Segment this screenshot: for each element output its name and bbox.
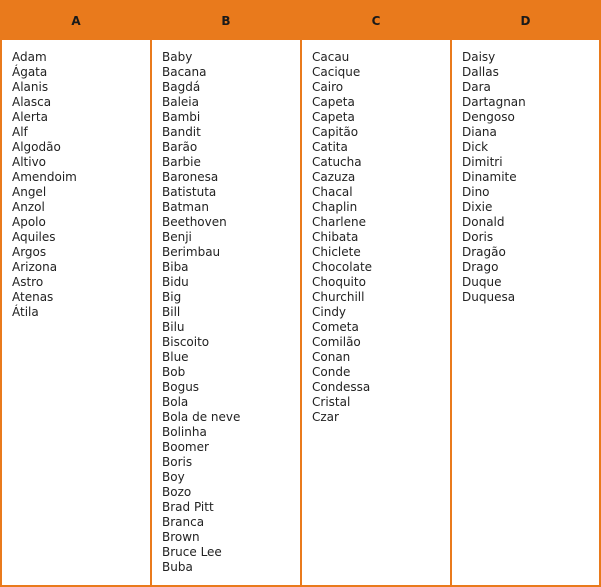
name-item: Boris (162, 455, 193, 469)
name-list-b (152, 40, 300, 575)
name-item: Beethoven (162, 215, 227, 229)
name-item: Batman (162, 200, 209, 214)
name-item: Donald (462, 215, 505, 229)
name-item: Bola de neve (162, 410, 241, 424)
name-item: Amendoim (12, 170, 77, 184)
name-item: Chibata (312, 230, 359, 244)
column-c (302, 40, 450, 585)
name-item: Dino (462, 185, 490, 199)
name-item: Algodão (12, 140, 61, 154)
name-item: Choquito (312, 275, 366, 289)
column-a (2, 40, 150, 585)
column-b (152, 40, 300, 585)
name-item: Branca (162, 515, 205, 529)
name-item: Bob (162, 365, 186, 379)
name-item: Cometa (312, 320, 359, 334)
name-list-a (2, 40, 150, 320)
name-item: Bozo (162, 485, 192, 499)
name-item: Chocolate (312, 260, 373, 274)
name-item: Daisy (462, 50, 496, 64)
name-item: Dallas (462, 65, 499, 79)
name-item: Conde (312, 365, 351, 379)
name-item: Cacique (312, 65, 361, 79)
name-item: Cacau (312, 50, 350, 64)
name-item: Bruce Lee (162, 545, 222, 559)
name-list-d (452, 40, 599, 305)
name-item: Barbie (162, 155, 201, 169)
name-item: Atenas (12, 290, 54, 304)
name-item: Dartagnan (462, 95, 526, 109)
column-d (452, 40, 599, 585)
column-header-d: D (520, 14, 531, 28)
name-item: Chacal (312, 185, 353, 199)
name-item: Dimitri (462, 155, 503, 169)
name-item: Catucha (312, 155, 362, 169)
name-item: Cindy (312, 305, 347, 319)
column-header-c: C (371, 14, 381, 28)
name-item: Conan (312, 350, 351, 364)
name-item: Baronesa (162, 170, 219, 184)
name-item: Condessa (312, 380, 371, 394)
name-item: Czar (312, 410, 339, 424)
name-item: Baby (162, 50, 193, 64)
name-item: Bidu (162, 275, 189, 289)
name-item: Duque (462, 275, 502, 289)
name-item: Cristal (312, 395, 351, 409)
name-item: Arizona (12, 260, 58, 274)
name-item: Biscoito (162, 335, 210, 349)
name-list-c (302, 40, 450, 425)
name-item: Dara (462, 80, 491, 94)
name-item: Capitão (312, 125, 359, 139)
name-item: Ágata (12, 65, 48, 79)
name-item: Duquesa (462, 290, 516, 304)
name-item: Angel (12, 185, 47, 199)
name-item: Comilão (312, 335, 361, 349)
name-item: Baleia (162, 95, 199, 109)
name-item: Drago (462, 260, 499, 274)
name-item: Charlene (312, 215, 366, 229)
name-item: Blue (162, 350, 189, 364)
name-item: Cazuza (312, 170, 356, 184)
name-item: Alerta (12, 110, 48, 124)
name-item: Dragão (462, 245, 506, 259)
name-item: Bogus (162, 380, 200, 394)
name-item: Boomer (162, 440, 209, 454)
name-item: Benji (162, 230, 192, 244)
name-item: Capeta (312, 110, 355, 124)
column-header-b: B (221, 14, 231, 28)
name-item: Brown (162, 530, 200, 544)
name-item: Boy (162, 470, 185, 484)
name-item: Adam (12, 50, 47, 64)
name-item: Argos (12, 245, 47, 259)
name-item: Alanis (12, 80, 49, 94)
name-item: Bolinha (162, 425, 207, 439)
name-item: Aquiles (12, 230, 56, 244)
table-header-row (2, 0, 599, 40)
name-item: Apolo (12, 215, 46, 229)
name-item: Bacana (162, 65, 207, 79)
name-item: Doris (462, 230, 494, 244)
name-item: Batistuta (162, 185, 217, 199)
name-item: Bambi (162, 110, 201, 124)
name-item: Big (162, 290, 182, 304)
name-item: Berimbau (162, 245, 221, 259)
name-item: Bandit (162, 125, 201, 139)
name-item: Dick (462, 140, 489, 154)
name-item: Astro (12, 275, 44, 289)
name-item: Chiclete (312, 245, 361, 259)
name-item: Catita (312, 140, 348, 154)
name-item: Dengoso (462, 110, 515, 124)
name-item: Alf (12, 125, 28, 139)
name-item: Churchill (312, 290, 365, 304)
name-item: Bill (162, 305, 181, 319)
name-item: Chaplin (312, 200, 358, 214)
name-item: Altivo (12, 155, 47, 169)
name-item: Diana (462, 125, 497, 139)
name-item: Buba (162, 560, 193, 574)
name-item: Cairo (312, 80, 344, 94)
name-item: Anzol (12, 200, 45, 214)
name-item: Bagdá (162, 80, 201, 94)
name-item: Capeta (312, 95, 355, 109)
column-header-a: A (71, 14, 81, 28)
name-item: Dinamite (462, 170, 517, 184)
name-item: Bilu (162, 320, 185, 334)
name-item: Alasca (12, 95, 52, 109)
name-item: Brad Pitt (162, 500, 214, 514)
name-item: Átila (12, 305, 39, 319)
name-item: Bola (162, 395, 189, 409)
name-item: Biba (162, 260, 189, 274)
name-item: Barão (162, 140, 198, 154)
name-item: Dixie (462, 200, 493, 214)
